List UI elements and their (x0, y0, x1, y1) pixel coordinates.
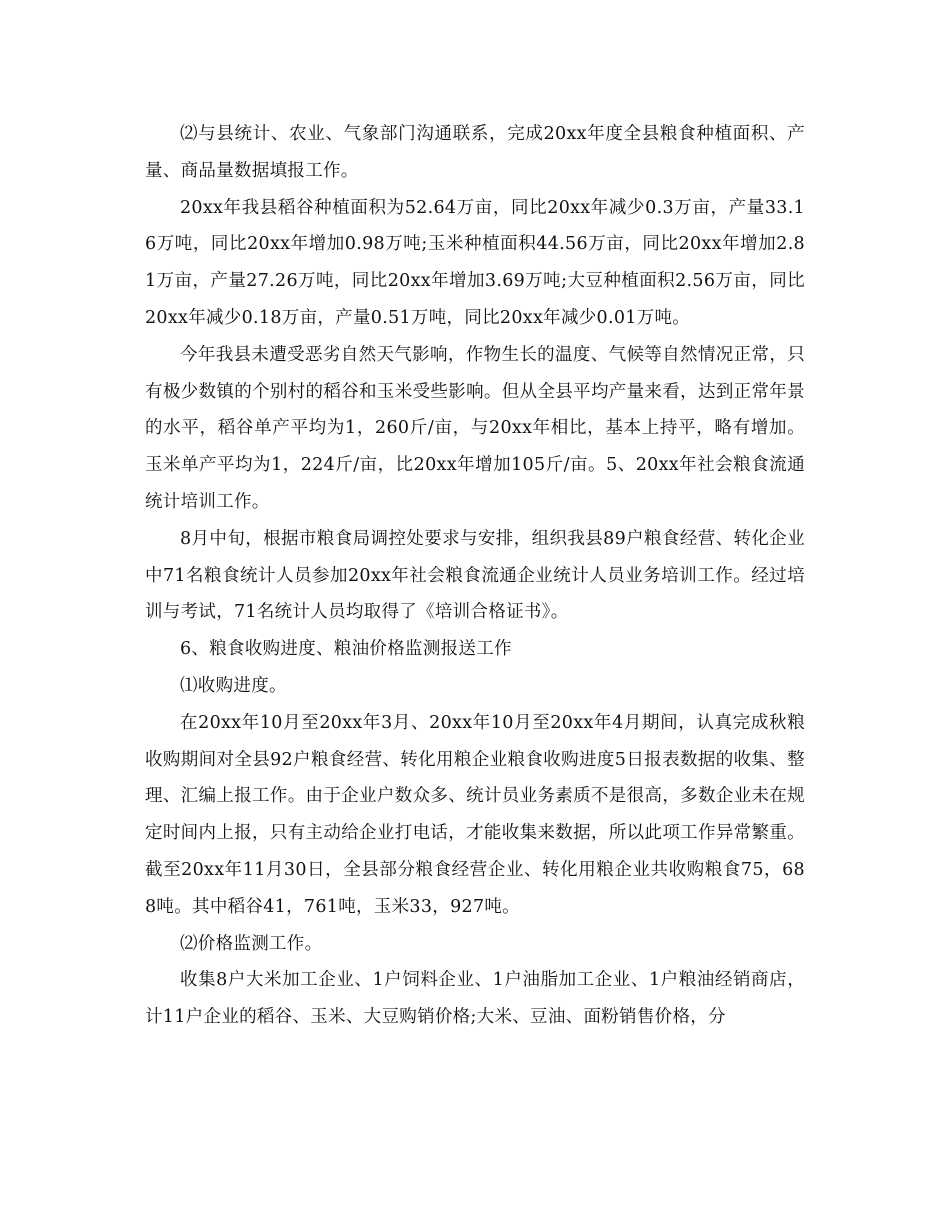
paragraph-crop-area-output: 20xx年我县稻谷种植面积为52.64万亩，同比20xx年减少0.3万亩，产量33.16万吨，同比20xx年增加0.98万吨;玉米种植面积44.56万亩，同比20xx年增加2.81万亩，产量27.26万吨，同比20xx年增加3.69万吨;大豆种植面积2.56万亩，同比20xx年减少0.18万亩，产量0.51万吨，同比20xx年减少0.01万吨。 (145, 197, 805, 328)
paragraph-price-monitoring: 收集8户大米加工企业、1户饲料企业、1户油脂加工企业、1户粮油经销商店，计11户企业的稻谷、玉米、大豆购销价格;大米、豆油、面粉销售价格，分 (145, 970, 805, 1028)
paragraph-purchase-progress: 在20xx年10月至20xx年3月、20xx年10月至20xx年4月期间，认真完成秋粮收购期间对全县92户粮食经营、转化用粮企业粮食收购进度5日报表数据的收集、整理、汇编上报工作。由于企业户数众多、统计员业务素质不是很高，多数企业未在规定时间内上报，只有主动给企业打电话，才能收集来数据，所以此项工作异常繁重。截至20xx年11月30日，全县部分粮食经营企业、转化用粮企业共收购粮食75，688吨。其中稻谷41，761吨，玉米33，927吨。 (145, 712, 805, 917)
paragraph-training: 8月中旬，根据市粮食局调控处要求与安排，组织我县89户粮食经营、转化企业中71名粮食统计人员参加20xx年社会粮食流通企业统计人员业务培训工作。经过培训与考试，71名统计人员均取得了《培训合格证书》。 (145, 528, 805, 623)
paragraph-weather-yield: 今年我县未遭受恶劣自然天气影响，作物生长的温度、气候等自然情况正常，只有极少数镇的个别村的稻谷和玉米受些影响。但从全县平均产量来看，达到正常年景的水平，稻谷单产平均为1，260斤/亩，与20xx年相比，基本上持平，略有增加。玉米单产平均为1，224斤/亩，比20xx年增加105斤/亩。5、20xx年社会粮食流通统计培训工作。 (145, 344, 805, 512)
paragraph-statistics-reporting: ⑵与县统计、农业、气象部门沟通联系，完成20xx年度全县粮食种植面积、产量、商品量数据填报工作。 (145, 124, 805, 181)
document-body (145, 116, 805, 1036)
section-heading-purchase-price: 6、粮食收购进度、粮油价格监测报送工作 (180, 639, 512, 660)
subheading-purchase-progress: ⑴收购进度。 (180, 675, 287, 696)
subheading-price-monitoring: ⑵价格监测工作。 (180, 933, 323, 954)
